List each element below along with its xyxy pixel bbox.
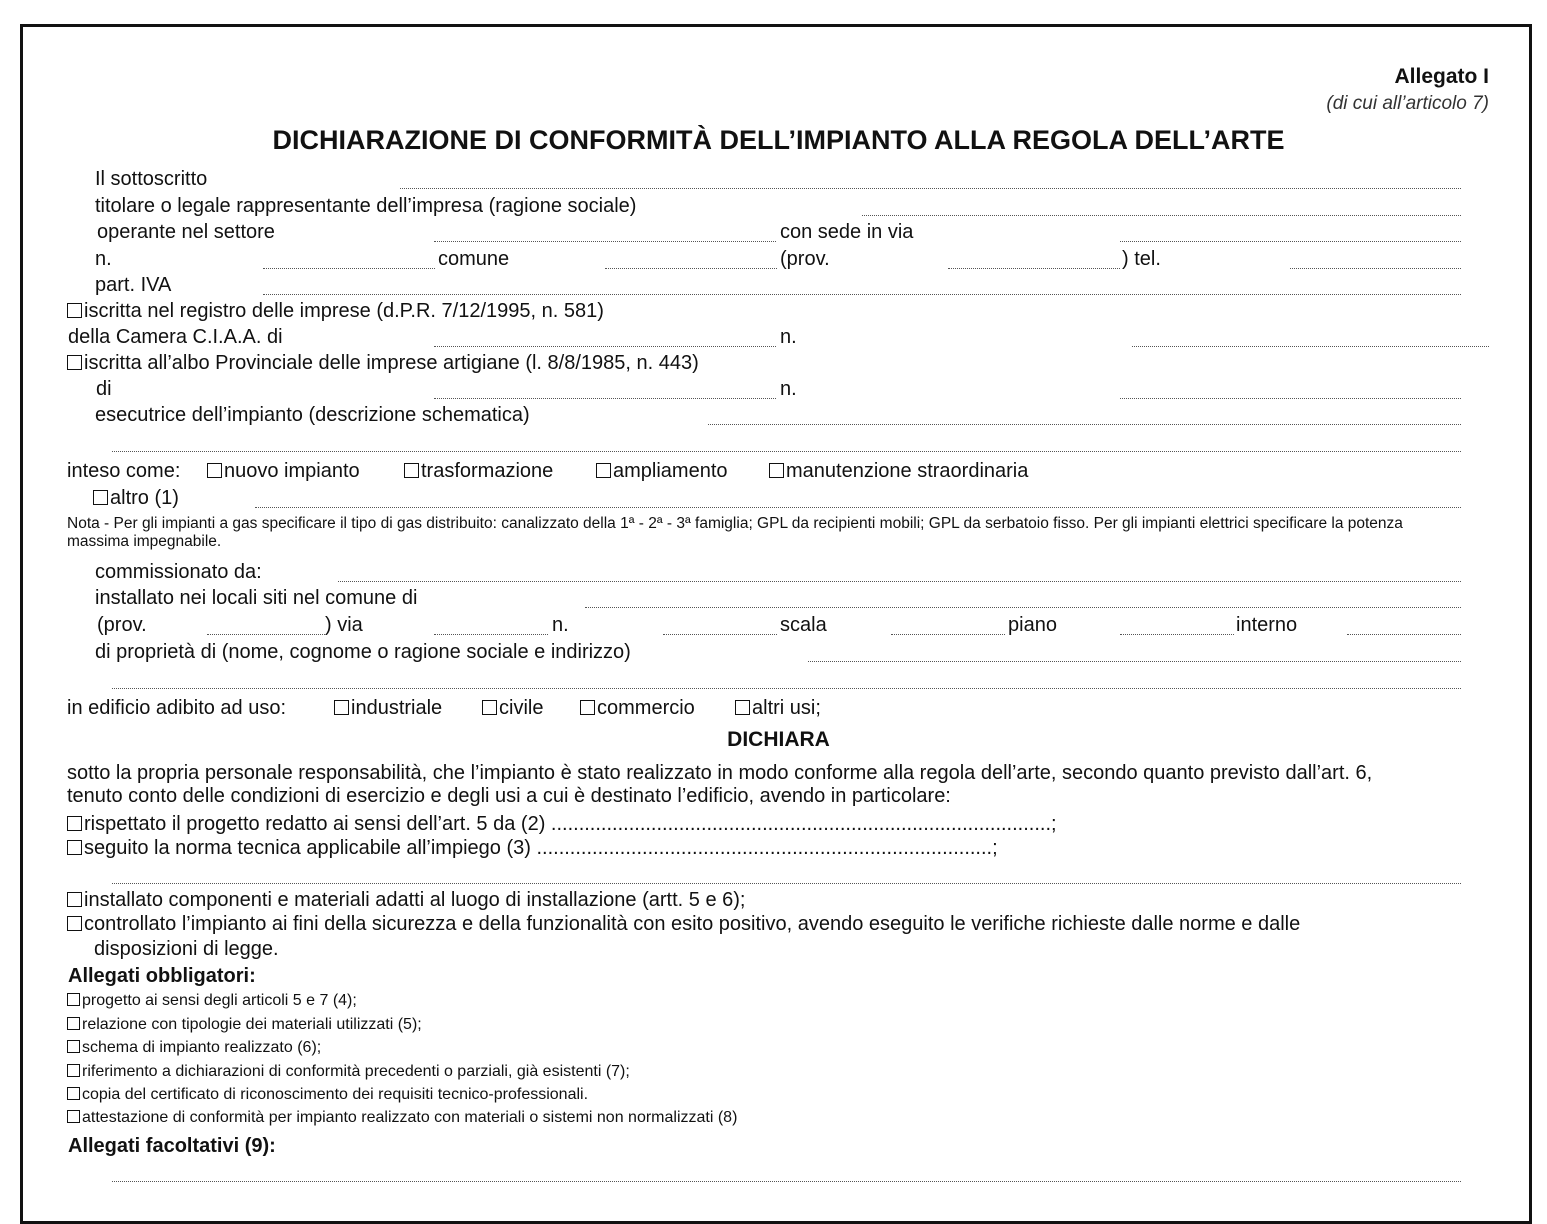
piva-field[interactable] bbox=[263, 294, 1461, 295]
allegati-facoltativi-field[interactable] bbox=[112, 1181, 1461, 1182]
camera-field[interactable] bbox=[434, 346, 776, 347]
option-label: altri usi; bbox=[752, 697, 821, 719]
option-altri-usi[interactable] bbox=[735, 697, 821, 719]
piano-field[interactable] bbox=[1120, 634, 1234, 635]
albo-di-field[interactable] bbox=[434, 398, 776, 399]
prov-installazione-field[interactable] bbox=[207, 634, 325, 635]
option-label: riferimento a dichiarazioni di conformità precedenti o parziali, già esistenti (7); bbox=[82, 1063, 630, 1080]
nota-text: Nota - Per gli impianti a gas specificare il tipo di gas distribuito: canalizzato della 1ª - 2ª - 3ª famiglia; GPL da recipienti mobili; GPL da serbatoio fisso. Per gli impianti elettrici specificare la potenza massima impegnabile. bbox=[67, 515, 1403, 550]
checkbox[interactable] bbox=[596, 463, 611, 478]
option-altro[interactable] bbox=[93, 487, 179, 509]
albo-n-field[interactable] bbox=[1120, 398, 1461, 399]
option-label: relazione con tipologie dei materiali utilizzati (5); bbox=[82, 1016, 422, 1033]
comune-field[interactable] bbox=[605, 268, 777, 269]
option-label: nuovo impianto bbox=[224, 460, 360, 482]
sede-via-label: con sede in via bbox=[780, 221, 914, 243]
allegati-obbligatori-title: Allegati obbligatori: bbox=[68, 965, 256, 987]
comune-installazione-field[interactable] bbox=[585, 607, 1461, 608]
titolare-label: titolare o legale rappresentante dell’impresa (ragione sociale) bbox=[95, 195, 637, 217]
allegato-obbligatorio-item[interactable] bbox=[67, 1086, 588, 1104]
article-reference: (di cui all’articolo 7) bbox=[1326, 93, 1489, 114]
option-label: rispettato il progetto redatto ai sensi dell’art. 5 da (2) ..........................................................................................; bbox=[84, 813, 1057, 835]
prov-installazione-label: (prov. bbox=[97, 614, 147, 636]
checkbox[interactable] bbox=[207, 463, 222, 478]
via-field[interactable] bbox=[434, 634, 548, 635]
checkbox[interactable] bbox=[67, 892, 82, 907]
piva-label: part. IVA bbox=[95, 274, 172, 296]
edificio-label: in edificio adibito ad uso: bbox=[67, 697, 287, 719]
checkbox[interactable] bbox=[67, 1110, 80, 1123]
checkbox[interactable] bbox=[769, 463, 784, 478]
document-title: DICHIARAZIONE DI CONFORMITÀ DELL’IMPIANTO ALLA REGOLA DELL’ARTE bbox=[272, 125, 1285, 155]
option-label: seguito la norma tecnica applicabile all’impiego (3) ..................................................................................; bbox=[84, 837, 998, 859]
sottoscritto-field[interactable] bbox=[400, 188, 1461, 189]
checkbox[interactable] bbox=[67, 303, 82, 318]
option-label: ampliamento bbox=[613, 460, 728, 482]
dichiara-text-line1: sotto la propria personale responsabilità, che l’impianto è stato realizzato in modo conforme alla regola dell’arte, secondo quanto previsto dall’art. 6, bbox=[67, 762, 1373, 784]
albo-di-label: di bbox=[96, 378, 112, 400]
allegato-obbligatorio-item[interactable] bbox=[67, 1063, 630, 1081]
option-commercio[interactable] bbox=[580, 697, 695, 719]
camera-n-field[interactable] bbox=[1132, 346, 1489, 347]
scala-label: scala bbox=[780, 614, 827, 636]
proprieta-field[interactable] bbox=[808, 661, 1461, 662]
option-label: progetto ai sensi degli articoli 5 e 7 (4); bbox=[82, 992, 357, 1009]
option-civile[interactable] bbox=[482, 697, 543, 719]
albo-option[interactable] bbox=[67, 352, 699, 374]
comune-label: comune bbox=[438, 248, 510, 270]
scala-field[interactable] bbox=[891, 634, 1005, 635]
option-label: copia del certificato di riconoscimento dei requisiti tecnico-professionali. bbox=[82, 1086, 589, 1103]
altro-field[interactable] bbox=[255, 507, 1461, 508]
settore-label: operante nel settore bbox=[97, 221, 275, 243]
albo-n-label: n. bbox=[780, 378, 797, 400]
registro-imprese-option[interactable] bbox=[67, 300, 604, 322]
tel-label: ) tel. bbox=[1122, 248, 1161, 270]
interno-field[interactable] bbox=[1347, 634, 1461, 635]
option-nuovo-impianto[interactable] bbox=[207, 460, 360, 482]
checkbox[interactable] bbox=[67, 1017, 80, 1030]
checkbox[interactable] bbox=[67, 816, 82, 831]
checkbox[interactable] bbox=[67, 355, 82, 370]
option-label: civile bbox=[499, 697, 544, 719]
piano-label: piano bbox=[1008, 614, 1057, 636]
dichiara-text-line2: tenuto conto delle condizioni di esercizio e degli usi a cui è destinato l’edificio, avendo in particolare: bbox=[67, 785, 951, 807]
dichiara-heading: DICHIARA bbox=[727, 728, 830, 751]
checkbox[interactable] bbox=[67, 1040, 80, 1053]
option-label: trasformazione bbox=[421, 460, 554, 482]
n-field[interactable] bbox=[663, 634, 777, 635]
checkbox[interactable] bbox=[67, 1087, 80, 1100]
checkbox[interactable] bbox=[404, 463, 419, 478]
checkbox[interactable] bbox=[67, 916, 82, 931]
checkbox[interactable] bbox=[67, 1064, 80, 1077]
checkbox[interactable] bbox=[67, 840, 82, 855]
option-label: altro (1) bbox=[110, 487, 179, 509]
checkbox[interactable] bbox=[334, 700, 349, 715]
option-industriale[interactable] bbox=[334, 697, 442, 719]
esecutrice-field[interactable] bbox=[708, 424, 1461, 425]
camera-n-label: n. bbox=[780, 326, 797, 348]
option-label: iscritta all’albo Provinciale delle imprese artigiane (l. 8/8/1985, n. 443) bbox=[84, 352, 699, 374]
numero-field[interactable] bbox=[263, 268, 435, 269]
proprieta-field-2[interactable] bbox=[112, 688, 1461, 689]
settore-field[interactable] bbox=[434, 241, 776, 242]
option-ampliamento[interactable] bbox=[596, 460, 728, 482]
sottoscritto-label: Il sottoscritto bbox=[95, 168, 208, 190]
ragione-sociale-field[interactable] bbox=[862, 215, 1461, 216]
checkbox[interactable] bbox=[735, 700, 750, 715]
norma-field-2[interactable] bbox=[112, 883, 1461, 884]
allegato-obbligatorio-item[interactable] bbox=[67, 1039, 321, 1057]
camera-label: della Camera C.I.A.A. di bbox=[68, 326, 283, 348]
via-label: ) via bbox=[325, 614, 363, 636]
tel-field[interactable] bbox=[1290, 268, 1461, 269]
controllato-option[interactable] bbox=[67, 913, 1300, 935]
option-label: commercio bbox=[597, 697, 695, 719]
option-trasformazione[interactable] bbox=[404, 460, 553, 482]
progetto-option[interactable] bbox=[67, 813, 1057, 835]
option-label: controllato l’impianto ai fini della sicurezza e della funzionalità con esito positivo, avendo eseguito le verifiche richieste dalle norme e dalle bbox=[84, 913, 1301, 935]
allegato-obbligatorio-item[interactable] bbox=[67, 1016, 422, 1034]
commissionato-field[interactable] bbox=[338, 581, 1461, 582]
controllato-continuation: disposizioni di legge. bbox=[94, 938, 279, 960]
numero-label: n. bbox=[95, 248, 112, 270]
prov-label: (prov. bbox=[780, 248, 830, 270]
norma-option[interactable] bbox=[67, 837, 998, 859]
allegato-obbligatorio-item[interactable] bbox=[67, 992, 357, 1010]
commissionato-label: commissionato da: bbox=[95, 561, 262, 583]
checkbox[interactable] bbox=[482, 700, 497, 715]
allegato-label: Allegato I bbox=[1394, 65, 1489, 88]
option-label: manutenzione straordinaria bbox=[786, 460, 1029, 482]
option-label: schema di impianto realizzato (6); bbox=[82, 1039, 322, 1056]
allegati-facoltativi-title: Allegati facoltativi (9): bbox=[68, 1135, 276, 1157]
option-label: iscritta nel registro delle imprese (d.P.R. 7/12/1995, n. 581) bbox=[84, 300, 604, 322]
esecutrice-label: esecutrice dell’impianto (descrizione schematica) bbox=[95, 404, 530, 426]
allegato-obbligatorio-item[interactable] bbox=[67, 1109, 737, 1127]
interno-label: interno bbox=[1236, 614, 1298, 636]
proprieta-label: di proprietà di (nome, cognome o ragione sociale e indirizzo) bbox=[95, 641, 631, 663]
checkbox[interactable] bbox=[67, 993, 80, 1006]
option-label: installato componenti e materiali adatti al luogo di installazione (artt. 5 e 6); bbox=[84, 889, 746, 911]
sede-via-field[interactable] bbox=[1120, 241, 1461, 242]
n-label: n. bbox=[552, 614, 569, 636]
checkbox[interactable] bbox=[93, 490, 108, 505]
option-label: attestazione di conformità per impianto realizzato con materiali o sistemi non normalizzati (8) bbox=[82, 1109, 738, 1126]
option-label: industriale bbox=[351, 697, 443, 719]
componenti-option[interactable] bbox=[67, 889, 745, 911]
checkbox[interactable] bbox=[580, 700, 595, 715]
inteso-label: inteso come: bbox=[67, 460, 181, 482]
esecutrice-field-2[interactable] bbox=[112, 451, 1461, 452]
prov-field[interactable] bbox=[948, 268, 1120, 269]
installato-label: installato nei locali siti nel comune di bbox=[95, 587, 418, 609]
option-manutenzione[interactable] bbox=[769, 460, 1028, 482]
